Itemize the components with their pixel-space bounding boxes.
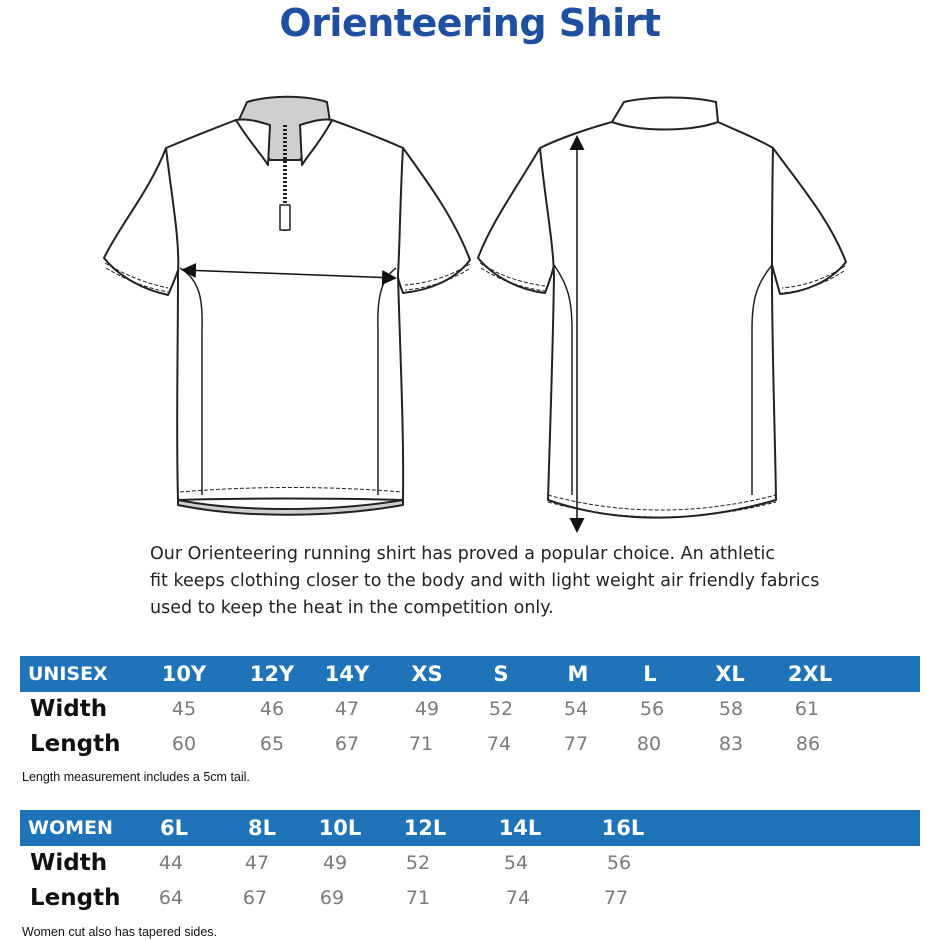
size-header: 6L [160,816,188,840]
women-header [20,810,920,846]
length-value: 67 [242,887,268,909]
unisex-note: Length measurement includes a 5cm tail. [22,770,250,784]
length-value: 71 [408,733,434,755]
length-value: 64 [158,887,184,909]
size-header: 12Y [249,662,295,686]
page-title: Orienteering Shirt [279,1,661,45]
width-label: Width [30,850,108,876]
size-header: XS [411,662,443,686]
description-line: used to keep the heat in the competition only. [150,598,554,618]
width-value: 45 [171,698,197,720]
unisex-size-table [20,656,920,762]
width-label: Width [30,696,108,722]
width-value: 49 [414,698,440,720]
unisex-width-row [20,692,920,727]
size-header: XL [715,662,745,686]
length-value: 60 [171,733,197,755]
length-value: 86 [795,733,821,755]
width-value: 46 [259,698,285,720]
size-header: 10Y [161,662,207,686]
length-value: 80 [636,733,662,755]
front-right-sleeve [396,148,470,293]
length-value: 69 [319,887,345,909]
women-length-row [20,881,920,916]
shirt-front-view [104,97,470,515]
length-value: 67 [334,733,360,755]
width-value: 49 [322,852,348,874]
width-value: 56 [639,698,665,720]
length-value: 74 [486,733,512,755]
size-header: 8L [248,816,276,840]
width-value: 47 [244,852,270,874]
women-note: Women cut also has tapered sides. [22,925,218,939]
width-value: 61 [794,698,820,720]
women-label: WOMEN [28,817,113,839]
description-line: fit keeps clothing closer to the body and with light weight air friendly fabrics [150,571,820,591]
size-header: L [643,662,657,686]
women-width-row [20,846,920,881]
size-header: S [493,662,509,686]
size-header: M [567,662,589,686]
length-value: 74 [505,887,531,909]
length-value: 83 [718,733,744,755]
unisex-label: UNISEX [28,663,108,685]
description-line: Our Orienteering running shirt has proved a popular choice. An athletic [150,544,775,564]
unisex-header [20,656,920,692]
unisex-length-row [20,727,920,762]
size-header: 14Y [324,662,370,686]
size-header: 16L [601,816,645,840]
width-value: 52 [488,698,514,720]
length-label: Length [30,885,121,911]
description [150,541,850,622]
front-hem [178,500,403,515]
size-header: 2XL [787,662,833,686]
width-value: 54 [503,852,529,874]
width-value: 56 [606,852,632,874]
back-right-sleeve [772,148,846,294]
size-header: 12L [403,816,447,840]
width-value: 58 [718,698,744,720]
back-body [540,98,776,518]
shirt-illustration [0,80,940,540]
length-value: 77 [563,733,589,755]
shirt-back-view [478,98,846,518]
length-value: 65 [259,733,285,755]
length-value: 71 [405,887,431,909]
width-value: 52 [405,852,431,874]
width-value: 44 [158,852,184,874]
women-size-table [20,810,920,916]
length-label: Length [30,731,121,757]
width-value: 47 [334,698,360,720]
length-value: 77 [603,887,629,909]
width-value: 54 [563,698,589,720]
size-header: 10L [318,816,362,840]
size-header: 14L [498,816,542,840]
